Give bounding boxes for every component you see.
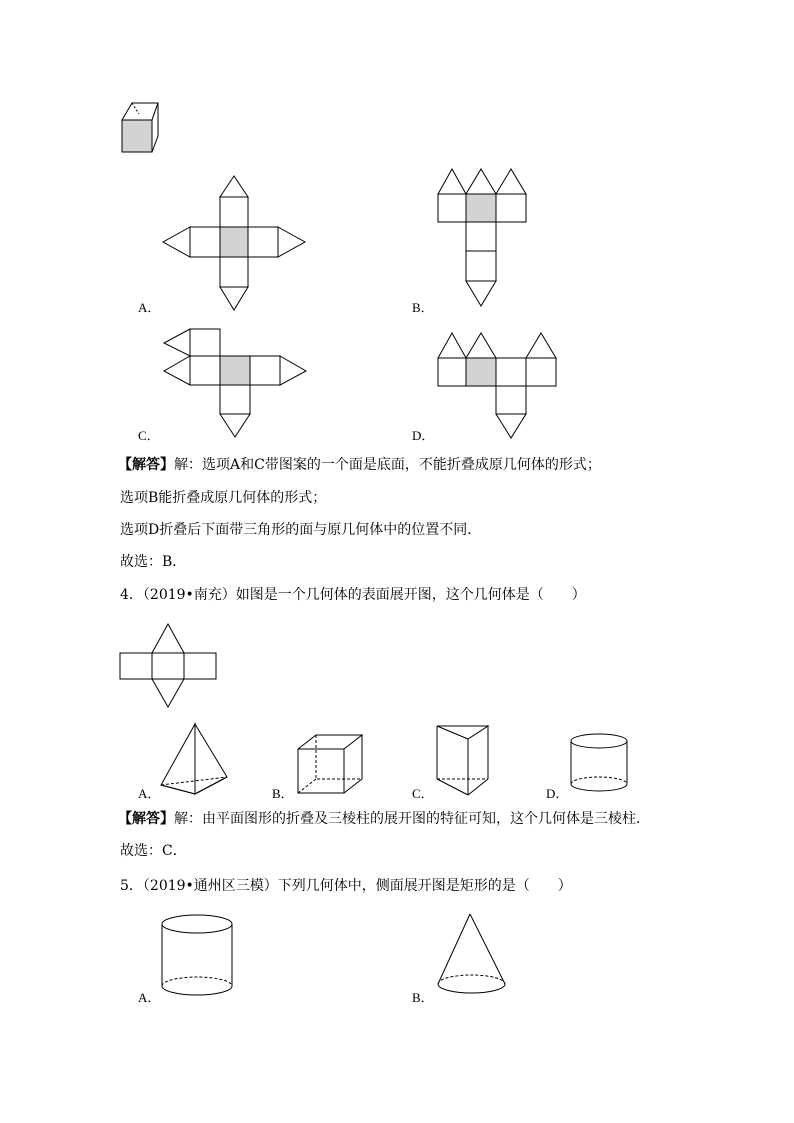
net-option-d (436, 330, 560, 442)
pyramid-figure (155, 720, 230, 800)
prism-figure (434, 722, 494, 802)
q5-stem: 5．（2019•通州区三模）下列几何体中，侧面展开图是矩形的是（ ） (120, 878, 572, 894)
prism-net-figure (119, 620, 219, 710)
q3-option-a-label: A． (138, 300, 161, 315)
q4-option-d-label: D． (546, 786, 569, 801)
cylinder-figure-small (568, 732, 630, 798)
q3-answer-line-3: 选项D折叠后下面带三角形的面与原几何体中的位置不同． (120, 522, 482, 538)
q4-answer-line-2: 故选：C． (120, 843, 187, 859)
solid-figure (118, 100, 168, 155)
net-option-c (160, 326, 308, 441)
q3-answer-line-2: 选项B能折叠成原几何体的形式； (120, 490, 327, 506)
answer-tag: 【解答】 (118, 457, 174, 473)
net-option-b (436, 166, 532, 311)
cone-figure (434, 910, 510, 998)
answer-tag: 【解答】 (118, 811, 174, 827)
q3-answer-line-4: 故选：B． (120, 554, 187, 570)
q4-option-b-label: B． (272, 786, 294, 801)
cube-figure (296, 733, 366, 795)
cylinder-figure (158, 912, 236, 1000)
q4-option-a-label: A． (138, 786, 161, 801)
q3-answer-line-1 (118, 456, 601, 474)
q4-option-c-label: C． (412, 786, 434, 801)
answer-text: 解：由平面图形的折叠及三棱柱的展开图的特征可知，这个几何体是三棱柱． (174, 811, 650, 827)
q3-option-c-label: C． (138, 428, 160, 443)
q4-answer-line-1 (118, 810, 650, 828)
q3-option-d-label: D． (412, 428, 435, 443)
q5-option-a-label: A． (138, 990, 161, 1005)
answer-text: 解：选项A和C带图案的一个面是底面，不能折叠成原几何体的形式； (174, 457, 601, 473)
q3-option-b-label: B． (412, 300, 434, 315)
q4-stem: 4．（2019•南充）如图是一个几何体的表面展开图，这个几何体是（ ） (120, 587, 586, 603)
net-option-a (160, 172, 308, 314)
q5-option-b-label: B． (412, 990, 434, 1005)
